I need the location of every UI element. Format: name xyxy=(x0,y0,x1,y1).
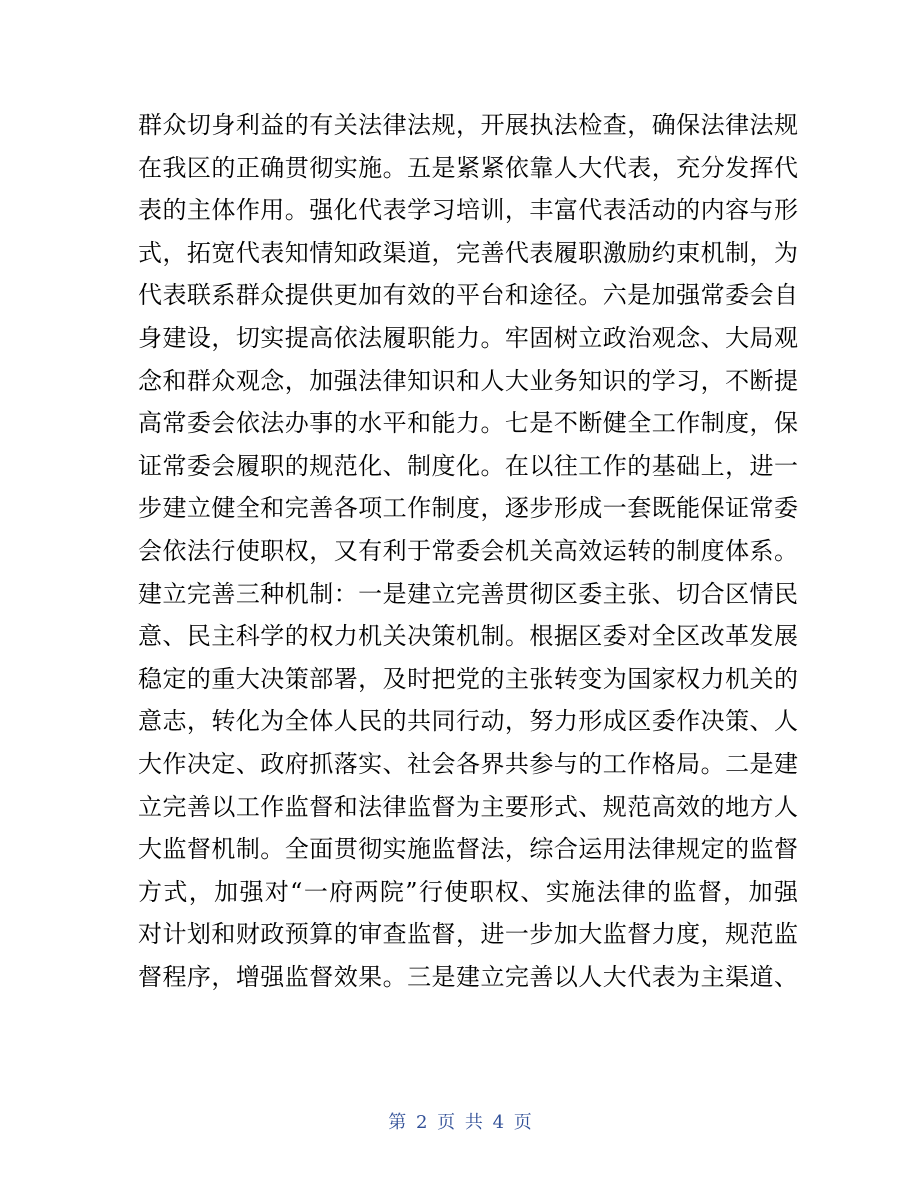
body-text xyxy=(138,104,798,998)
text-line: 表的主体作用。强化代表学习培训，丰富代表活动的内容与形 xyxy=(138,196,798,225)
text-line: 对计划和财政预算的审查监督，进一步加大监督力度，规范监 xyxy=(138,920,798,949)
text-line: 大监督机制。全面贯彻实施监督法，综合运用法律规定的监督 xyxy=(138,835,798,864)
text-line: 督程序，增强监督效果。三是建立完善以人大代表为主渠道、 xyxy=(138,962,798,991)
text-line: 步建立健全和完善各项工作制度，逐步形成一套既能保证常委 xyxy=(138,494,798,523)
text-line: 意志，转化为全体人民的共同行动，努力形成区委作决策、人 xyxy=(138,707,798,736)
text-line: 在我区的正确贯彻实施。五是紧紧依靠人大代表，充分发挥代 xyxy=(138,153,798,182)
text-line: 念和群众观念，加强法律知识和人大业务知识的学习，不断提 xyxy=(138,366,798,395)
text-line: 群众切身利益的有关法律法规，开展执法检查，确保法律法规 xyxy=(138,111,798,139)
text-line: 式，拓宽代表知情知政渠道，完善代表履职激励约束机制，为 xyxy=(138,238,798,267)
text-line: 稳定的重大决策部署，及时把党的主张转变为国家权力机关的 xyxy=(138,664,798,693)
text-line: 方式，加强对“一府两院”行使职权、实施法律的监督，加强 xyxy=(138,877,798,906)
text-line: 会依法行使职权，又有利于常委会机关高效运转的制度体系。 xyxy=(138,536,798,565)
text-line: 大作决定、政府抓落实、社会各界共参与的工作格局。二是建 xyxy=(138,749,798,778)
text-line: 立完善以工作监督和法律监督为主要形式、规范高效的地方人 xyxy=(138,792,798,821)
text-line: 建立完善三种机制：一是建立完善贯彻区委主张、切合区情民 xyxy=(138,579,798,608)
text-line: 代表联系群众提供更加有效的平台和途径。六是加强常委会自 xyxy=(138,281,798,310)
page-number-footer: 第 2 页 共 4 页 xyxy=(388,1112,532,1133)
text-line: 意、民主科学的权力机关决策机制。根据区委对全区改革发展 xyxy=(138,622,798,651)
text-line: 高常委会依法办事的水平和能力。七是不断健全工作制度，保 xyxy=(138,409,798,438)
text-line: 证常委会履职的规范化、制度化。在以往工作的基础上，进一 xyxy=(138,451,798,480)
text-line: 身建设，切实提高依法履职能力。牢固树立政治观念、大局观 xyxy=(138,323,798,352)
